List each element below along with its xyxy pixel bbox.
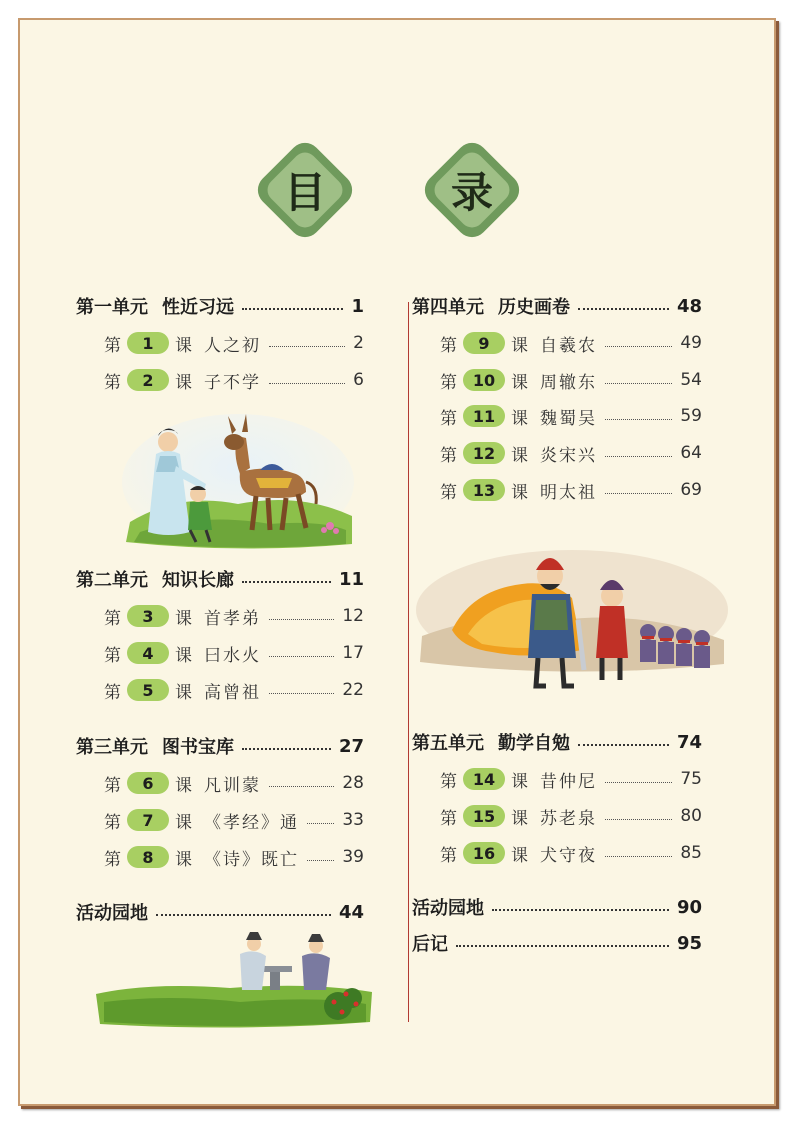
leader-dots — [269, 786, 334, 787]
lesson-number-badge: 15 — [463, 805, 505, 827]
lesson-number-badge: 11 — [463, 405, 505, 427]
toc-unit-1[interactable] — [76, 293, 364, 319]
title-tile-left — [250, 135, 360, 245]
lesson-page: 39 — [342, 847, 364, 867]
toc-lesson-1[interactable] — [104, 330, 364, 356]
toc-lesson-16[interactable] — [440, 840, 702, 866]
unit-name: 勤学自勉 — [498, 733, 570, 754]
lesson-page: 64 — [680, 443, 702, 463]
lesson-suffix: 课 — [175, 682, 192, 703]
leader-dots — [269, 656, 334, 657]
leader-dots — [242, 308, 343, 310]
title-char-lu: 录 — [450, 168, 493, 217]
unit-page: 27 — [338, 735, 364, 757]
leader-dots — [605, 419, 672, 420]
lesson-suffix: 课 — [511, 845, 528, 866]
mother-son-donkey-illustration — [120, 412, 356, 552]
unit-name: 历史画卷 — [498, 297, 570, 318]
lesson-prefix: 第 — [104, 372, 121, 393]
lesson-suffix: 课 — [175, 775, 192, 796]
toc-unit-3[interactable] — [76, 733, 364, 759]
lesson-page: 33 — [342, 810, 364, 830]
lesson-suffix: 课 — [511, 335, 528, 356]
lesson-suffix: 课 — [511, 445, 528, 466]
lesson-suffix: 课 — [511, 808, 528, 829]
lesson-prefix: 第 — [104, 335, 121, 356]
lesson-page: 2 — [353, 333, 364, 353]
toc-lesson-8[interactable] — [104, 844, 364, 870]
lesson-prefix: 第 — [104, 775, 121, 796]
leader-dots — [242, 581, 331, 583]
lesson-suffix: 课 — [175, 849, 192, 870]
lesson-number-badge: 14 — [463, 768, 505, 790]
lesson-page: 69 — [680, 480, 702, 500]
lesson-title: 子不学 — [204, 372, 261, 393]
leader-dots — [307, 860, 334, 861]
toc-lesson-4[interactable] — [104, 640, 364, 666]
lesson-prefix: 第 — [440, 445, 457, 466]
lesson-page: 6 — [353, 370, 364, 390]
unit-name: 知识长廊 — [162, 570, 234, 591]
activity-title: 活动园地 — [412, 898, 484, 919]
toc-lesson-6[interactable] — [104, 770, 364, 796]
unit-title: 第二单元 — [76, 570, 148, 591]
toc-lesson-15[interactable] — [440, 803, 702, 829]
activity-page: 44 — [338, 901, 364, 923]
lesson-number-badge: 3 — [127, 605, 169, 627]
leader-dots — [605, 819, 672, 820]
lesson-prefix: 第 — [440, 482, 457, 503]
unit-title: 第一单元 — [76, 297, 148, 318]
lesson-suffix: 课 — [511, 482, 528, 503]
lesson-number-badge: 16 — [463, 842, 505, 864]
lesson-suffix: 课 — [511, 771, 528, 792]
activity-title: 活动园地 — [76, 903, 148, 924]
unit-name: 性近习远 — [162, 297, 234, 318]
lesson-title: 《孝经》通 — [204, 812, 299, 833]
lesson-suffix: 课 — [511, 408, 528, 429]
lesson-title: 《诗》既亡 — [204, 849, 299, 870]
lesson-prefix: 第 — [440, 335, 457, 356]
general-soldiers-illustration — [412, 540, 732, 690]
title-char-mu: 目 — [283, 168, 326, 217]
unit-page: 48 — [676, 295, 702, 317]
toc-lesson-3[interactable] — [104, 603, 364, 629]
lesson-page: 22 — [342, 680, 364, 700]
lesson-page: 85 — [680, 843, 702, 863]
lesson-page: 17 — [342, 643, 364, 663]
leader-dots — [269, 693, 334, 694]
lesson-prefix: 第 — [440, 808, 457, 829]
leader-dots — [605, 493, 672, 494]
lesson-page: 12 — [342, 606, 364, 626]
lesson-prefix: 第 — [104, 608, 121, 629]
lesson-prefix: 第 — [104, 645, 121, 666]
toc-unit-5[interactable] — [412, 729, 702, 755]
lesson-number-badge: 5 — [127, 679, 169, 701]
toc-lesson-13[interactable] — [440, 477, 702, 503]
unit-page: 1 — [351, 295, 364, 317]
toc-lesson-11[interactable] — [440, 403, 702, 429]
leader-dots — [578, 744, 669, 746]
leader-dots — [605, 456, 672, 457]
lesson-prefix: 第 — [440, 372, 457, 393]
lesson-page: 54 — [680, 370, 702, 390]
lesson-title: 魏蜀吴 — [540, 408, 597, 429]
toc-lesson-12[interactable] — [440, 440, 702, 466]
lesson-number-badge: 10 — [463, 369, 505, 391]
toc-lesson-5[interactable] — [104, 677, 364, 703]
lesson-title: 人之初 — [204, 335, 261, 356]
lesson-title: 明太祖 — [540, 482, 597, 503]
lesson-number-badge: 4 — [127, 642, 169, 664]
activity-page: 90 — [676, 896, 702, 918]
scholars-garden-illustration — [90, 932, 376, 1032]
toc-page — [18, 18, 776, 1106]
leader-dots — [242, 748, 331, 750]
lesson-number-badge: 13 — [463, 479, 505, 501]
unit-name: 图书宝库 — [162, 737, 234, 758]
toc-lesson-2[interactable] — [104, 367, 364, 393]
lesson-prefix: 第 — [104, 812, 121, 833]
afterword-page: 95 — [676, 932, 702, 954]
lesson-number-badge: 8 — [127, 846, 169, 868]
lesson-title: 首孝弟 — [204, 608, 261, 629]
lesson-title: 周辙东 — [540, 372, 597, 393]
lesson-suffix: 课 — [175, 812, 192, 833]
toc-lesson-7[interactable] — [104, 807, 364, 833]
lesson-title: 凡训蒙 — [204, 775, 261, 796]
leader-dots — [605, 346, 672, 347]
lesson-prefix: 第 — [104, 849, 121, 870]
leader-dots — [269, 383, 345, 384]
lesson-title: 苏老泉 — [540, 808, 597, 829]
toc-lesson-9[interactable] — [440, 330, 702, 356]
column-divider — [408, 302, 409, 1022]
leader-dots — [605, 383, 672, 384]
toc-activity-right[interactable] — [412, 894, 702, 920]
leader-dots — [492, 909, 669, 911]
lesson-number-badge: 2 — [127, 369, 169, 391]
leader-dots — [605, 782, 672, 783]
lesson-suffix: 课 — [175, 335, 192, 356]
leader-dots — [605, 856, 672, 857]
toc-lesson-10[interactable] — [440, 367, 702, 393]
lesson-page: 59 — [680, 406, 702, 426]
lesson-page: 49 — [680, 333, 702, 353]
lesson-page: 28 — [342, 773, 364, 793]
lesson-title: 昔仲尼 — [540, 771, 597, 792]
toc-afterword[interactable] — [412, 930, 702, 956]
leader-dots — [456, 945, 669, 947]
toc-lesson-14[interactable] — [440, 766, 702, 792]
lesson-title: 自羲农 — [540, 335, 597, 356]
leader-dots — [269, 619, 334, 620]
lesson-suffix: 课 — [175, 608, 192, 629]
toc-activity-left[interactable] — [76, 899, 364, 925]
unit-title: 第三单元 — [76, 737, 148, 758]
lesson-number-badge: 12 — [463, 442, 505, 464]
toc-unit-2[interactable] — [76, 566, 364, 592]
lesson-title: 曰水火 — [204, 645, 261, 666]
lesson-number-badge: 9 — [463, 332, 505, 354]
lesson-page: 80 — [680, 806, 702, 826]
lesson-suffix: 课 — [175, 645, 192, 666]
lesson-suffix: 课 — [175, 372, 192, 393]
lesson-prefix: 第 — [440, 845, 457, 866]
unit-page: 74 — [676, 731, 702, 753]
unit-title: 第五单元 — [412, 733, 484, 754]
leader-dots — [578, 308, 669, 310]
lesson-title: 炎宋兴 — [540, 445, 597, 466]
afterword-title: 后记 — [412, 934, 448, 955]
lesson-title: 高曾祖 — [204, 682, 261, 703]
toc-unit-4[interactable] — [412, 293, 702, 319]
lesson-number-badge: 7 — [127, 809, 169, 831]
lesson-page: 75 — [680, 769, 702, 789]
lesson-title: 犬守夜 — [540, 845, 597, 866]
unit-page: 11 — [338, 568, 364, 590]
leader-dots — [307, 823, 334, 824]
leader-dots — [156, 914, 331, 916]
lesson-suffix: 课 — [511, 372, 528, 393]
lesson-prefix: 第 — [440, 408, 457, 429]
title-tile-right — [417, 135, 527, 245]
lesson-prefix: 第 — [440, 771, 457, 792]
lesson-prefix: 第 — [104, 682, 121, 703]
lesson-number-badge: 6 — [127, 772, 169, 794]
lesson-number-badge: 1 — [127, 332, 169, 354]
leader-dots — [269, 346, 345, 347]
unit-title: 第四单元 — [412, 297, 484, 318]
